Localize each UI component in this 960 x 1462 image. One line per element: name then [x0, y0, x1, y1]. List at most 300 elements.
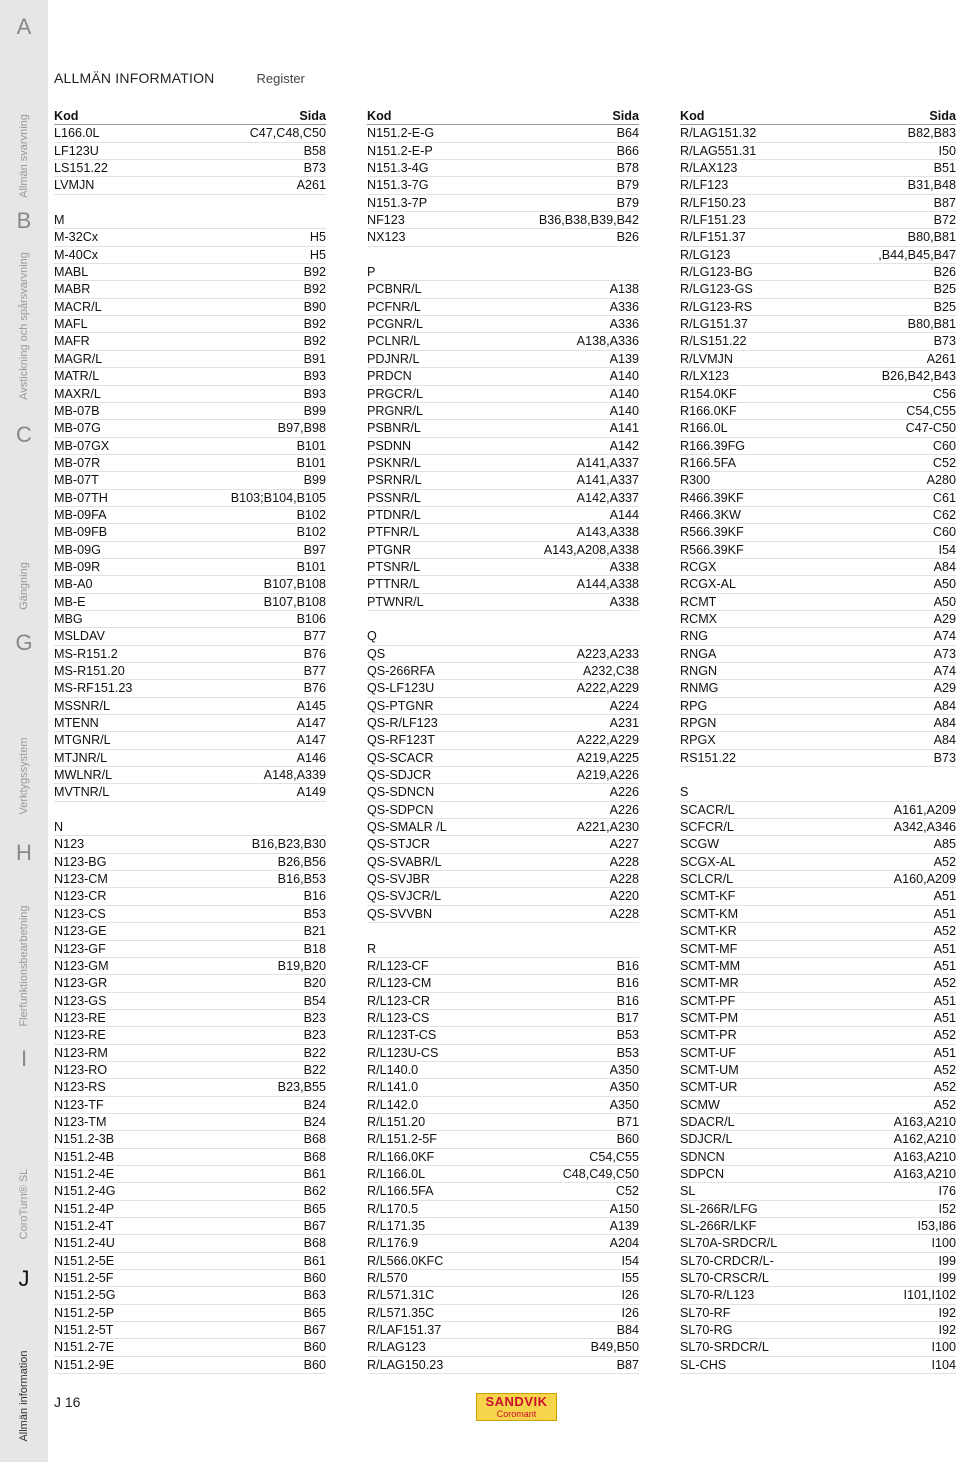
- sida-cell: B99: [303, 403, 326, 418]
- kod-cell: N123-GR: [54, 976, 108, 991]
- kod-cell: RCMX: [680, 611, 718, 626]
- kod-cell: R/L571.31C: [367, 1288, 435, 1303]
- header-kod: Kod: [54, 109, 79, 123]
- sida-cell: C54,C55: [589, 1149, 639, 1164]
- sida-cell: B80,B81: [907, 230, 956, 245]
- kod-cell: R166.39FG: [680, 438, 746, 453]
- sida-cell: A261: [296, 178, 326, 193]
- table-row: [680, 1131, 956, 1148]
- table-row: [367, 212, 639, 229]
- table-row: [680, 975, 956, 992]
- sida-cell: I99: [938, 1271, 956, 1286]
- sida-cell: I99: [938, 1253, 956, 1268]
- sida-cell: A138,A336: [576, 334, 639, 349]
- kod-cell: M-40Cx: [54, 247, 99, 262]
- table-row: [367, 195, 639, 212]
- sida-cell: B16: [616, 976, 639, 991]
- sida-cell: I92: [938, 1305, 956, 1320]
- kod-cell: RNMG: [680, 681, 719, 696]
- kod-cell: L166.0L: [54, 126, 100, 141]
- kod-cell: M-32Cx: [54, 230, 99, 245]
- section-heading-row: [367, 628, 639, 645]
- sida-cell: B87: [933, 195, 956, 210]
- index-column-2: [367, 108, 639, 1374]
- kod-cell: R/L123-CM: [367, 976, 432, 991]
- sida-cell: A162,A210: [893, 1132, 956, 1147]
- sida-cell: B60: [303, 1357, 326, 1372]
- section-label-gangning: Gängning: [18, 562, 30, 610]
- sida-cell: B92: [303, 317, 326, 332]
- kod-cell: PCLNR/L: [367, 334, 421, 349]
- kod-cell: MB-07G: [54, 421, 101, 436]
- sida-cell: A231: [609, 716, 639, 731]
- table-row: [54, 1305, 326, 1322]
- table-row: [54, 1131, 326, 1148]
- table-row: [54, 1287, 326, 1304]
- table-row: [367, 1010, 639, 1027]
- table-row: [680, 1045, 956, 1062]
- table-row: [680, 732, 956, 749]
- table-row: [680, 1235, 956, 1252]
- sida-cell: B73: [933, 750, 956, 765]
- table-row: [680, 247, 956, 264]
- kod-cell: QS-RF123T: [367, 733, 435, 748]
- kod-cell: R/LX123: [680, 369, 730, 384]
- kod-cell: R/L566.0KFC: [367, 1253, 444, 1268]
- kod-cell: R/LAG551.31: [680, 143, 757, 158]
- table-row: [680, 403, 956, 420]
- kod-cell: SCGX-AL: [680, 854, 736, 869]
- table-row: [680, 542, 956, 559]
- kod-cell: R/L151.20: [367, 1114, 426, 1129]
- sida-cell: B26,B56: [277, 854, 326, 869]
- kod-cell: QS-SMALR /L: [367, 820, 447, 835]
- sida-cell: B65: [303, 1201, 326, 1216]
- sida-cell: B107,B108: [263, 594, 326, 609]
- kod-cell: PTWNR/L: [367, 594, 424, 609]
- kod-cell: N151.2-4T: [54, 1219, 114, 1233]
- kod-cell: QS-SDPCN: [367, 802, 434, 817]
- kod-cell: QS-STJCR: [367, 837, 430, 852]
- kod-cell: SL70-RG: [680, 1323, 733, 1338]
- sida-cell: B20: [303, 976, 326, 991]
- sida-cell: A52: [933, 924, 956, 939]
- kod-cell: PCFNR/L: [367, 299, 421, 314]
- table-row: [54, 611, 326, 628]
- kod-cell: MSLDAV: [54, 629, 105, 644]
- kod-cell: MTGNR/L: [54, 733, 111, 748]
- table-row: [54, 1045, 326, 1062]
- sida-cell: I52: [938, 1201, 956, 1216]
- kod-cell: Q: [367, 629, 377, 644]
- table-row: [680, 195, 956, 212]
- table-row: [367, 1027, 639, 1044]
- table-row: [54, 1322, 326, 1339]
- kod-cell: S: [680, 785, 689, 800]
- kod-cell: R/LF123: [680, 178, 729, 193]
- kod-cell: R/L123-CF: [367, 958, 429, 973]
- table-row: [367, 125, 639, 142]
- table-row: [680, 854, 956, 871]
- section-heading-row: [367, 264, 639, 281]
- sida-cell: A29: [933, 681, 956, 696]
- table-row: [680, 490, 956, 507]
- kod-cell: SDJCR/L: [680, 1132, 733, 1147]
- table-header: [367, 108, 639, 125]
- kod-cell: MB-09R: [54, 559, 101, 574]
- kod-cell: N123-RS: [54, 1080, 106, 1095]
- table-row: [54, 663, 326, 680]
- table-row: [367, 490, 639, 507]
- table-row: [680, 212, 956, 229]
- table-row: [54, 1235, 326, 1252]
- sida-cell: A29: [933, 611, 956, 626]
- sida-cell: A223,A233: [576, 646, 639, 661]
- sida-cell: B26: [616, 230, 639, 245]
- sida-cell: B93: [303, 369, 326, 384]
- kod-cell: SL70A-SRDCR/L: [680, 1236, 778, 1251]
- table-row: [54, 1339, 326, 1356]
- sida-cell: B58: [303, 143, 326, 158]
- table-row: [680, 507, 956, 524]
- section-letter-b: B: [16, 208, 32, 233]
- sida-cell: B53: [616, 1045, 639, 1060]
- table-row: [680, 386, 956, 403]
- sida-cell: A163,A210: [893, 1149, 956, 1164]
- table-row: [367, 1339, 639, 1356]
- table-row: [680, 1287, 956, 1304]
- sida-cell: A84: [933, 716, 956, 731]
- sida-cell: B87: [616, 1357, 639, 1372]
- sida-cell: B25: [933, 282, 956, 297]
- table-row: [54, 715, 326, 732]
- table-row: [54, 784, 326, 801]
- kod-cell: N123-TF: [54, 1097, 104, 1112]
- sida-cell: H5: [309, 247, 326, 262]
- table-row: [54, 1097, 326, 1114]
- sida-cell: I104: [931, 1357, 956, 1372]
- table-row: [680, 177, 956, 194]
- sida-cell: B16: [616, 958, 639, 973]
- kod-cell: N151.2-3B: [54, 1132, 115, 1147]
- section-letter-i: I: [20, 1046, 28, 1071]
- sida-cell: A73: [933, 646, 956, 661]
- kod-cell: N151.2-4B: [54, 1149, 115, 1164]
- sida-cell: B16,B23,B30: [251, 837, 326, 852]
- sida-cell: B107,B108: [263, 577, 326, 592]
- kod-cell: NF123: [367, 213, 405, 228]
- sida-cell: B60: [303, 1271, 326, 1286]
- kod-cell: N151.2-5E: [54, 1253, 115, 1268]
- kod-cell: R/L570: [367, 1271, 408, 1286]
- kod-cell: R/L123-CS: [367, 1010, 430, 1025]
- kod-cell: MB-09FB: [54, 525, 108, 540]
- table-row: [680, 628, 956, 645]
- sida-cell: A51: [933, 906, 956, 921]
- kod-cell: MBG: [54, 611, 83, 626]
- sida-cell: I54: [621, 1253, 639, 1268]
- table-row: [367, 542, 639, 559]
- kod-cell: R/L140.0: [367, 1062, 419, 1077]
- sida-cell: A227: [609, 837, 639, 852]
- kod-cell: SL70-CRSCR/L: [680, 1271, 769, 1286]
- table-row: [680, 611, 956, 628]
- sida-cell: A350: [609, 1080, 639, 1095]
- table-row: [680, 958, 956, 975]
- kod-cell: MABR: [54, 282, 91, 297]
- kod-cell: N151.2-4P: [54, 1201, 115, 1216]
- kod-cell: MWLNR/L: [54, 768, 113, 783]
- sida-cell: B63: [303, 1288, 326, 1303]
- table-row: [680, 888, 956, 905]
- table-row: [54, 836, 326, 853]
- sida-cell: A336: [609, 317, 639, 332]
- kod-cell: SL70-R/L123: [680, 1288, 755, 1303]
- kod-cell: N151.3-7G: [367, 178, 429, 193]
- sida-cell: C60: [932, 438, 956, 453]
- sida-cell: A146: [296, 750, 326, 765]
- kod-cell: N123-GF: [54, 941, 106, 956]
- sida-cell: B24: [303, 1097, 326, 1112]
- section-heading-row: [680, 784, 956, 801]
- kod-cell: LS151.22: [54, 161, 108, 176]
- kod-cell: SDNCN: [680, 1149, 725, 1164]
- kod-cell: N151.2-E-P: [367, 143, 433, 158]
- sida-cell: B68: [303, 1149, 326, 1164]
- table-row: [54, 975, 326, 992]
- table-row: [680, 1218, 956, 1235]
- table-row: [680, 576, 956, 593]
- sida-cell: A220: [609, 889, 639, 904]
- sida-cell: B97: [303, 542, 326, 557]
- kod-cell: N151.3-7P: [367, 195, 428, 210]
- kod-cell: PSSNR/L: [367, 490, 421, 505]
- table-row: [680, 871, 956, 888]
- table-row: [680, 646, 956, 663]
- sida-cell: C56: [932, 386, 956, 401]
- table-row: [54, 1183, 326, 1200]
- sida-cell: I100: [931, 1340, 956, 1355]
- table-row: [680, 1305, 956, 1322]
- sida-cell: I50: [938, 143, 956, 158]
- kod-cell: R/LG123-GS: [680, 282, 753, 297]
- section-letter-g: G: [15, 630, 33, 655]
- sida-cell: B54: [303, 993, 326, 1008]
- sida-cell: C52: [615, 1184, 639, 1199]
- sida-cell: B51: [933, 161, 956, 176]
- kod-cell: RNGN: [680, 664, 718, 678]
- table-row: [680, 229, 956, 246]
- index-column-3: [680, 108, 956, 1374]
- sida-cell: B101: [296, 438, 326, 453]
- kod-cell: PTFNR/L: [367, 525, 420, 540]
- kod-cell: PRGCR/L: [367, 386, 423, 401]
- sida-cell: A204: [609, 1236, 639, 1251]
- sida-cell: B79: [616, 178, 639, 193]
- section-letter-c: C: [16, 422, 32, 447]
- sida-cell: A52: [933, 976, 956, 991]
- sida-cell: A338: [609, 559, 639, 574]
- kod-cell: N123-RE: [54, 1010, 106, 1025]
- spacer-row: [367, 611, 639, 628]
- kod-cell: R/LG151.37: [680, 317, 748, 332]
- table-row: [680, 1079, 956, 1096]
- table-row: [367, 1305, 639, 1322]
- sida-cell: B103;B104,B105: [230, 490, 326, 505]
- kod-cell: R/LG123: [680, 247, 731, 262]
- section-label-coroturn-sl: CoroTurn® SL: [18, 1168, 30, 1240]
- table-row: [680, 993, 956, 1010]
- kod-cell: PRGNR/L: [367, 403, 423, 418]
- table-row: [680, 750, 956, 767]
- sida-cell: A228: [609, 854, 639, 869]
- header-sida: Sida: [929, 109, 956, 123]
- kod-cell: N151.2-4G: [54, 1184, 116, 1199]
- spacer-row: [54, 195, 326, 212]
- spacer-row: [680, 767, 956, 784]
- table-row: [367, 698, 639, 715]
- kod-cell: MAFR: [54, 334, 90, 349]
- kod-cell: SCMT-KF: [680, 889, 736, 904]
- sida-cell: B84: [616, 1323, 639, 1338]
- table-header: [680, 108, 956, 125]
- kod-cell: RNG: [680, 629, 708, 644]
- table-row: [367, 767, 639, 784]
- table-row: [54, 993, 326, 1010]
- kod-cell: PTTNR/L: [367, 577, 420, 592]
- table-row: [54, 1149, 326, 1166]
- table-row: [680, 941, 956, 958]
- kod-cell: N123-RM: [54, 1045, 108, 1060]
- kod-cell: SL70-SRDCR/L: [680, 1340, 769, 1355]
- sida-cell: A74: [933, 629, 956, 644]
- kod-cell: R/L141.0: [367, 1080, 419, 1095]
- kod-cell: PTDNR/L: [367, 507, 421, 522]
- table-row: [367, 1097, 639, 1114]
- table-row: [54, 1114, 326, 1131]
- sida-cell: A226: [609, 785, 639, 800]
- kod-cell: PTSNR/L: [367, 559, 421, 574]
- kod-cell: N123-GS: [54, 993, 107, 1008]
- table-row: [54, 888, 326, 905]
- sida-cell: A74: [933, 664, 956, 678]
- kod-cell: PSBNR/L: [367, 421, 421, 436]
- sida-cell: A52: [933, 1028, 956, 1043]
- table-row: [54, 1357, 326, 1374]
- sida-cell: A51: [933, 1045, 956, 1060]
- table-row: [54, 1218, 326, 1235]
- kod-cell: PDJNR/L: [367, 351, 420, 366]
- sida-cell: C61: [932, 490, 956, 505]
- kod-cell: R/LG123-RS: [680, 299, 753, 314]
- kod-cell: MTENN: [54, 716, 99, 731]
- sida-cell: I55: [621, 1271, 639, 1286]
- table-row: [54, 646, 326, 663]
- spacer-row: [367, 247, 639, 264]
- table-row: [367, 1079, 639, 1096]
- kod-cell: SDACR/L: [680, 1114, 735, 1129]
- table-row: [680, 680, 956, 697]
- table-row: [680, 1270, 956, 1287]
- sida-cell: B67: [303, 1323, 326, 1338]
- index-column-1: [54, 108, 326, 1374]
- table-row: [54, 594, 326, 611]
- kod-cell: R/L151.2-5F: [367, 1132, 438, 1147]
- table-row: [680, 1357, 956, 1374]
- kod-cell: N123-CR: [54, 889, 107, 904]
- sida-cell: B22: [303, 1062, 326, 1077]
- table-row: [367, 1062, 639, 1079]
- kod-cell: N151.2-7E: [54, 1340, 115, 1355]
- sida-cell: A142: [609, 438, 639, 453]
- kod-cell: SCMT-PF: [680, 993, 736, 1008]
- sida-cell: A222,A229: [576, 733, 639, 748]
- kod-cell: MS-R151.20: [54, 664, 125, 678]
- table-row: [680, 143, 956, 160]
- table-header: [54, 108, 326, 125]
- sida-cell: A51: [933, 993, 956, 1008]
- table-row: [367, 663, 639, 680]
- sida-cell: A222,A229: [576, 681, 639, 696]
- kod-cell: PSDNN: [367, 438, 412, 453]
- table-row: [54, 125, 326, 142]
- kod-cell: R166.5FA: [680, 455, 737, 470]
- table-row: [367, 1166, 639, 1183]
- sida-cell: A51: [933, 958, 956, 973]
- table-row: [367, 160, 639, 177]
- kod-cell: R/L171.35: [367, 1219, 426, 1233]
- kod-cell: QS-SDNCN: [367, 785, 435, 800]
- sida-cell: B90: [303, 299, 326, 314]
- table-row: [54, 229, 326, 246]
- sida-cell: A140: [609, 403, 639, 418]
- kod-cell: MAXR/L: [54, 386, 101, 401]
- sida-cell: A51: [933, 889, 956, 904]
- kod-cell: PSKNR/L: [367, 455, 421, 470]
- table-row: [680, 1149, 956, 1166]
- sida-cell: H5: [309, 230, 326, 245]
- kod-cell: N151.3-4G: [367, 161, 429, 176]
- sida-cell: B64: [616, 126, 639, 141]
- kod-cell: RCGX: [680, 559, 717, 574]
- table-row: [367, 438, 639, 455]
- table-row: [367, 854, 639, 871]
- table-row: [54, 438, 326, 455]
- sida-cell: B77: [303, 664, 326, 678]
- kod-cell: SCMT-UF: [680, 1045, 736, 1060]
- table-row: [367, 143, 639, 160]
- table-row: [367, 524, 639, 541]
- kod-cell: MB-07GX: [54, 438, 110, 453]
- table-row: [54, 507, 326, 524]
- sida-cell: A221,A230: [576, 820, 639, 835]
- kod-cell: PCBNR/L: [367, 282, 422, 297]
- sida-cell: B82,B83: [907, 126, 956, 141]
- table-row: [54, 281, 326, 298]
- sida-cell: B21: [303, 924, 326, 939]
- table-row: [54, 854, 326, 871]
- sida-cell: B65: [303, 1305, 326, 1320]
- table-row: [54, 403, 326, 420]
- kod-cell: SCGW: [680, 837, 720, 852]
- table-row: [680, 698, 956, 715]
- sida-cell: B26,B42,B43: [881, 369, 956, 384]
- sida-cell: B53: [616, 1028, 639, 1043]
- sida-cell: A141: [609, 421, 639, 436]
- sida-cell: B53: [303, 906, 326, 921]
- sida-cell: A147: [296, 733, 326, 748]
- section-heading-row: [54, 819, 326, 836]
